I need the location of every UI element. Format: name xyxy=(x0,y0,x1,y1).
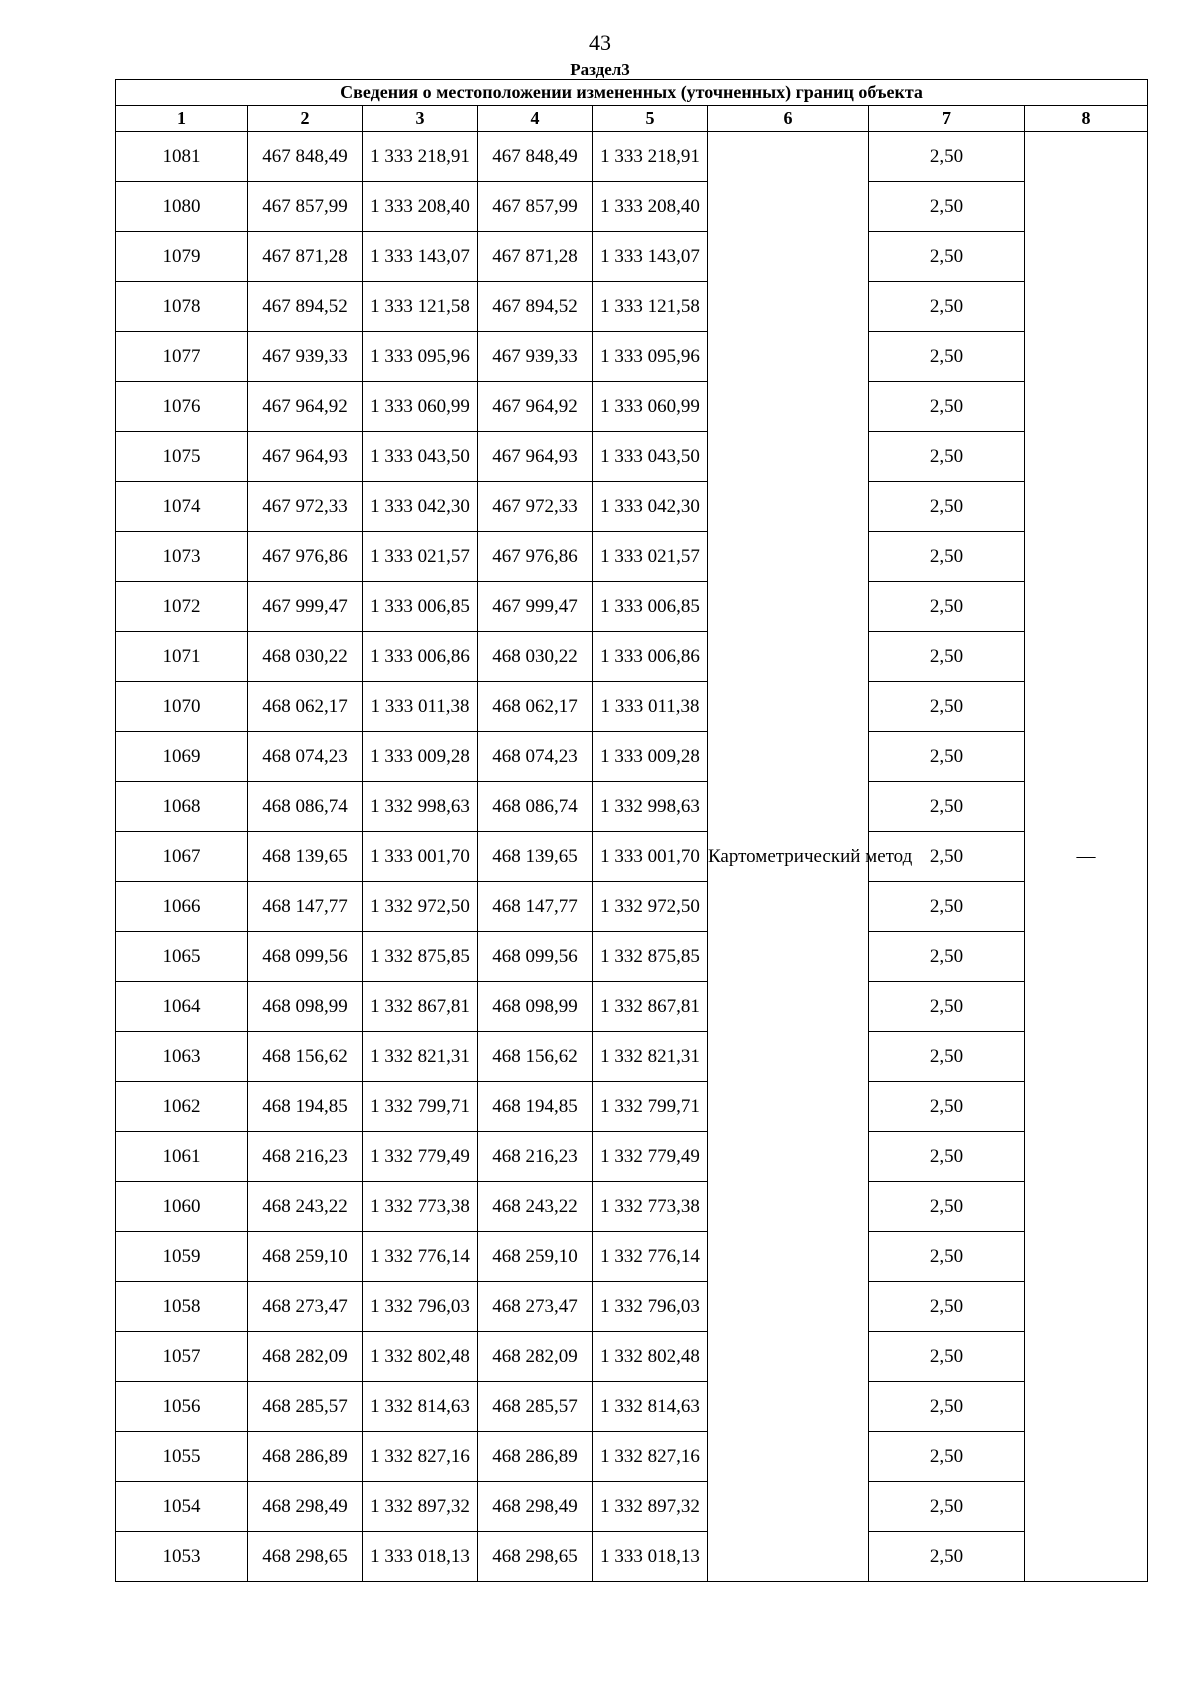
section-title: Раздел3 xyxy=(570,60,630,79)
column-header-3: 3 xyxy=(363,106,478,132)
x-new-cell: 468 282,09 xyxy=(478,1332,593,1382)
y-existing-cell: 1 333 001,70 xyxy=(363,832,478,882)
table-row xyxy=(116,1232,1148,1282)
table-row xyxy=(116,932,1148,982)
y-new-cell: 1 333 121,58 xyxy=(593,282,708,332)
y-new-cell: 1 332 799,71 xyxy=(593,1082,708,1132)
y-existing-cell: 1 333 021,57 xyxy=(363,532,478,582)
table-row xyxy=(116,782,1148,832)
x-new-cell: 468 099,56 xyxy=(478,932,593,982)
point-number-cell: 1061 xyxy=(116,1132,248,1182)
accuracy-cell: 2,50 xyxy=(869,1432,1025,1482)
y-existing-cell: 1 333 042,30 xyxy=(363,482,478,532)
y-new-cell: 1 332 776,14 xyxy=(593,1232,708,1282)
y-new-cell: 1 333 009,28 xyxy=(593,732,708,782)
table-row xyxy=(116,1032,1148,1082)
x-new-cell: 467 976,86 xyxy=(478,532,593,582)
x-existing-cell: 468 259,10 xyxy=(248,1232,363,1282)
accuracy-cell: 2,50 xyxy=(869,732,1025,782)
x-new-cell: 467 894,52 xyxy=(478,282,593,332)
y-new-cell: 1 333 006,85 xyxy=(593,582,708,632)
x-existing-cell: 467 857,99 xyxy=(248,182,363,232)
x-existing-cell: 468 147,77 xyxy=(248,882,363,932)
y-existing-cell: 1 333 208,40 xyxy=(363,182,478,232)
table-body xyxy=(116,132,1148,1582)
x-existing-cell: 468 286,89 xyxy=(248,1432,363,1482)
y-existing-cell: 1 332 897,32 xyxy=(363,1482,478,1532)
y-new-cell: 1 333 208,40 xyxy=(593,182,708,232)
point-number-cell: 1072 xyxy=(116,582,248,632)
y-existing-cell: 1 332 799,71 xyxy=(363,1082,478,1132)
point-number-cell: 1075 xyxy=(116,432,248,482)
x-existing-cell: 468 139,65 xyxy=(248,832,363,882)
y-new-cell: 1 332 779,49 xyxy=(593,1132,708,1182)
table-row xyxy=(116,482,1148,532)
accuracy-cell: 2,50 xyxy=(869,182,1025,232)
y-existing-cell: 1 333 218,91 xyxy=(363,132,478,182)
table-row xyxy=(116,1132,1148,1182)
x-new-cell: 468 298,65 xyxy=(478,1532,593,1582)
x-existing-cell: 467 848,49 xyxy=(248,132,363,182)
x-new-cell: 468 273,47 xyxy=(478,1282,593,1332)
accuracy-cell: 2,50 xyxy=(869,382,1025,432)
y-existing-cell: 1 332 867,81 xyxy=(363,982,478,1032)
x-existing-cell: 467 964,92 xyxy=(248,382,363,432)
point-number-cell: 1069 xyxy=(116,732,248,782)
x-new-cell: 468 298,49 xyxy=(478,1482,593,1532)
table-row xyxy=(116,682,1148,732)
x-existing-cell: 467 871,28 xyxy=(248,232,363,282)
y-existing-cell: 1 333 060,99 xyxy=(363,382,478,432)
table-row xyxy=(116,1182,1148,1232)
y-new-cell: 1 332 773,38 xyxy=(593,1182,708,1232)
point-number-cell: 1056 xyxy=(116,1382,248,1432)
method-cell: Картометрический метод xyxy=(708,132,869,1582)
point-number-cell: 1063 xyxy=(116,1032,248,1082)
y-existing-cell: 1 332 814,63 xyxy=(363,1382,478,1432)
table-row xyxy=(116,1282,1148,1332)
accuracy-cell: 2,50 xyxy=(869,1382,1025,1432)
y-new-cell: 1 332 821,31 xyxy=(593,1032,708,1082)
point-number-cell: 1071 xyxy=(116,632,248,682)
y-new-cell: 1 332 998,63 xyxy=(593,782,708,832)
x-new-cell: 467 964,92 xyxy=(478,382,593,432)
accuracy-cell: 2,50 xyxy=(869,232,1025,282)
y-new-cell: 1 332 802,48 xyxy=(593,1332,708,1382)
y-new-cell: 1 333 011,38 xyxy=(593,682,708,732)
accuracy-cell: 2,50 xyxy=(869,1132,1025,1182)
column-header-7: 7 xyxy=(869,106,1025,132)
accuracy-cell: 2,50 xyxy=(869,1532,1025,1582)
x-new-cell: 468 147,77 xyxy=(478,882,593,932)
x-new-cell: 468 062,17 xyxy=(478,682,593,732)
point-number-cell: 1080 xyxy=(116,182,248,232)
column-header-row xyxy=(116,106,1148,132)
column-header-1: 1 xyxy=(116,106,248,132)
column-header-2: 2 xyxy=(248,106,363,132)
x-existing-cell: 468 273,47 xyxy=(248,1282,363,1332)
point-number-cell: 1078 xyxy=(116,282,248,332)
accuracy-cell: 2,50 xyxy=(869,1032,1025,1082)
x-new-cell: 468 156,62 xyxy=(478,1032,593,1082)
x-new-cell: 467 848,49 xyxy=(478,132,593,182)
x-new-cell: 468 098,99 xyxy=(478,982,593,1032)
point-number-cell: 1058 xyxy=(116,1282,248,1332)
column-header-6: 6 xyxy=(708,106,869,132)
boundary-coordinates-table xyxy=(115,79,1148,1582)
x-new-cell: 467 964,93 xyxy=(478,432,593,482)
accuracy-cell: 2,50 xyxy=(869,332,1025,382)
point-number-cell: 1060 xyxy=(116,1182,248,1232)
table-row xyxy=(116,182,1148,232)
table-row xyxy=(116,582,1148,632)
accuracy-cell: 2,50 xyxy=(869,582,1025,632)
table-row xyxy=(116,332,1148,382)
point-number-cell: 1064 xyxy=(116,982,248,1032)
y-existing-cell: 1 332 998,63 xyxy=(363,782,478,832)
x-existing-cell: 468 086,74 xyxy=(248,782,363,832)
table-row xyxy=(116,1332,1148,1382)
table-row xyxy=(116,882,1148,932)
table-row xyxy=(116,1532,1148,1582)
x-existing-cell: 467 999,47 xyxy=(248,582,363,632)
accuracy-cell: 2,50 xyxy=(869,1232,1025,1282)
y-new-cell: 1 332 827,16 xyxy=(593,1432,708,1482)
column-header-4: 4 xyxy=(478,106,593,132)
x-existing-cell: 467 894,52 xyxy=(248,282,363,332)
point-number-cell: 1076 xyxy=(116,382,248,432)
y-existing-cell: 1 332 796,03 xyxy=(363,1282,478,1332)
accuracy-cell: 2,50 xyxy=(869,932,1025,982)
accuracy-cell: 2,50 xyxy=(869,682,1025,732)
accuracy-cell: 2,50 xyxy=(869,1182,1025,1232)
x-new-cell: 468 285,57 xyxy=(478,1382,593,1432)
point-number-cell: 1053 xyxy=(116,1532,248,1582)
table-row xyxy=(116,132,1148,182)
table-row xyxy=(116,532,1148,582)
accuracy-cell: 2,50 xyxy=(869,132,1025,182)
table-row xyxy=(116,1382,1148,1432)
y-existing-cell: 1 332 773,38 xyxy=(363,1182,478,1232)
y-new-cell: 1 333 018,13 xyxy=(593,1532,708,1582)
y-existing-cell: 1 333 095,96 xyxy=(363,332,478,382)
y-new-cell: 1 333 001,70 xyxy=(593,832,708,882)
x-existing-cell: 467 964,93 xyxy=(248,432,363,482)
point-number-cell: 1059 xyxy=(116,1232,248,1282)
x-new-cell: 467 857,99 xyxy=(478,182,593,232)
y-new-cell: 1 333 095,96 xyxy=(593,332,708,382)
x-existing-cell: 468 282,09 xyxy=(248,1332,363,1382)
x-new-cell: 468 074,23 xyxy=(478,732,593,782)
y-new-cell: 1 333 042,30 xyxy=(593,482,708,532)
x-new-cell: 467 999,47 xyxy=(478,582,593,632)
y-existing-cell: 1 332 827,16 xyxy=(363,1432,478,1482)
table-row xyxy=(116,732,1148,782)
y-new-cell: 1 332 814,63 xyxy=(593,1382,708,1432)
x-new-cell: 468 216,23 xyxy=(478,1132,593,1182)
x-new-cell: 467 871,28 xyxy=(478,232,593,282)
note-cell: — xyxy=(1025,132,1148,1582)
point-number-cell: 1066 xyxy=(116,882,248,932)
point-number-cell: 1068 xyxy=(116,782,248,832)
point-number-cell: 1079 xyxy=(116,232,248,282)
accuracy-cell: 2,50 xyxy=(869,1282,1025,1332)
x-existing-cell: 468 285,57 xyxy=(248,1382,363,1432)
table-row xyxy=(116,1082,1148,1132)
accuracy-cell: 2,50 xyxy=(869,482,1025,532)
accuracy-cell: 2,50 xyxy=(869,632,1025,682)
point-number-cell: 1081 xyxy=(116,132,248,182)
x-new-cell: 468 030,22 xyxy=(478,632,593,682)
point-number-cell: 1057 xyxy=(116,1332,248,1382)
accuracy-cell: 2,50 xyxy=(869,1482,1025,1532)
accuracy-cell: 2,50 xyxy=(869,282,1025,332)
x-new-cell: 467 939,33 xyxy=(478,332,593,382)
x-existing-cell: 468 156,62 xyxy=(248,1032,363,1082)
x-existing-cell: 467 976,86 xyxy=(248,532,363,582)
x-existing-cell: 468 099,56 xyxy=(248,932,363,982)
x-existing-cell: 468 074,23 xyxy=(248,732,363,782)
accuracy-cell: 2,50 xyxy=(869,982,1025,1032)
accuracy-cell: 2,50 xyxy=(869,782,1025,832)
table-row xyxy=(116,432,1148,482)
y-existing-cell: 1 332 776,14 xyxy=(363,1232,478,1282)
x-existing-cell: 468 098,99 xyxy=(248,982,363,1032)
table-row xyxy=(116,1482,1148,1532)
table-row xyxy=(116,382,1148,432)
point-number-cell: 1054 xyxy=(116,1482,248,1532)
x-new-cell: 468 259,10 xyxy=(478,1232,593,1282)
accuracy-cell: 2,50 xyxy=(869,1332,1025,1382)
table-row xyxy=(116,282,1148,332)
accuracy-cell: 2,50 xyxy=(869,882,1025,932)
x-new-cell: 467 972,33 xyxy=(478,482,593,532)
x-existing-cell: 468 194,85 xyxy=(248,1082,363,1132)
x-new-cell: 468 139,65 xyxy=(478,832,593,882)
x-existing-cell: 468 243,22 xyxy=(248,1182,363,1232)
x-new-cell: 468 243,22 xyxy=(478,1182,593,1232)
x-existing-cell: 468 062,17 xyxy=(248,682,363,732)
point-number-cell: 1074 xyxy=(116,482,248,532)
point-number-cell: 1065 xyxy=(116,932,248,982)
column-header-5: 5 xyxy=(593,106,708,132)
y-new-cell: 1 333 218,91 xyxy=(593,132,708,182)
y-existing-cell: 1 333 006,85 xyxy=(363,582,478,632)
x-existing-cell: 468 298,49 xyxy=(248,1482,363,1532)
table-row xyxy=(116,982,1148,1032)
y-existing-cell: 1 333 009,28 xyxy=(363,732,478,782)
table-row xyxy=(116,832,1148,882)
x-new-cell: 468 194,85 xyxy=(478,1082,593,1132)
y-new-cell: 1 332 796,03 xyxy=(593,1282,708,1332)
x-new-cell: 468 286,89 xyxy=(478,1432,593,1482)
x-existing-cell: 468 216,23 xyxy=(248,1132,363,1182)
point-number-cell: 1055 xyxy=(116,1432,248,1482)
x-existing-cell: 467 939,33 xyxy=(248,332,363,382)
table-row xyxy=(116,632,1148,682)
accuracy-cell: 2,50 xyxy=(869,532,1025,582)
y-new-cell: 1 333 021,57 xyxy=(593,532,708,582)
y-existing-cell: 1 333 011,38 xyxy=(363,682,478,732)
page-number: 43 xyxy=(589,30,611,55)
x-existing-cell: 467 972,33 xyxy=(248,482,363,532)
x-existing-cell: 468 298,65 xyxy=(248,1532,363,1582)
point-number-cell: 1077 xyxy=(116,332,248,382)
accuracy-cell: 2,50 xyxy=(869,832,1025,882)
y-existing-cell: 1 332 821,31 xyxy=(363,1032,478,1082)
point-number-cell: 1062 xyxy=(116,1082,248,1132)
y-existing-cell: 1 333 121,58 xyxy=(363,282,478,332)
y-existing-cell: 1 332 972,50 xyxy=(363,882,478,932)
point-number-cell: 1073 xyxy=(116,532,248,582)
y-new-cell: 1 332 897,32 xyxy=(593,1482,708,1532)
y-existing-cell: 1 333 018,13 xyxy=(363,1532,478,1582)
column-header-8: 8 xyxy=(1025,106,1148,132)
table-row xyxy=(116,1432,1148,1482)
y-new-cell: 1 332 875,85 xyxy=(593,932,708,982)
y-new-cell: 1 332 867,81 xyxy=(593,982,708,1032)
y-new-cell: 1 333 143,07 xyxy=(593,232,708,282)
y-existing-cell: 1 333 043,50 xyxy=(363,432,478,482)
y-new-cell: 1 333 060,99 xyxy=(593,382,708,432)
y-existing-cell: 1 332 779,49 xyxy=(363,1132,478,1182)
point-number-cell: 1070 xyxy=(116,682,248,732)
y-existing-cell: 1 333 006,86 xyxy=(363,632,478,682)
y-existing-cell: 1 333 143,07 xyxy=(363,232,478,282)
accuracy-cell: 2,50 xyxy=(869,432,1025,482)
y-existing-cell: 1 332 875,85 xyxy=(363,932,478,982)
point-number-cell: 1067 xyxy=(116,832,248,882)
y-existing-cell: 1 332 802,48 xyxy=(363,1332,478,1382)
x-existing-cell: 468 030,22 xyxy=(248,632,363,682)
table-caption: Сведения о местоположении измененных (уточненных) границ объекта xyxy=(116,80,1148,106)
y-new-cell: 1 333 006,86 xyxy=(593,632,708,682)
accuracy-cell: 2,50 xyxy=(869,1082,1025,1132)
y-new-cell: 1 333 043,50 xyxy=(593,432,708,482)
y-new-cell: 1 332 972,50 xyxy=(593,882,708,932)
table-row xyxy=(116,232,1148,282)
x-new-cell: 468 086,74 xyxy=(478,782,593,832)
